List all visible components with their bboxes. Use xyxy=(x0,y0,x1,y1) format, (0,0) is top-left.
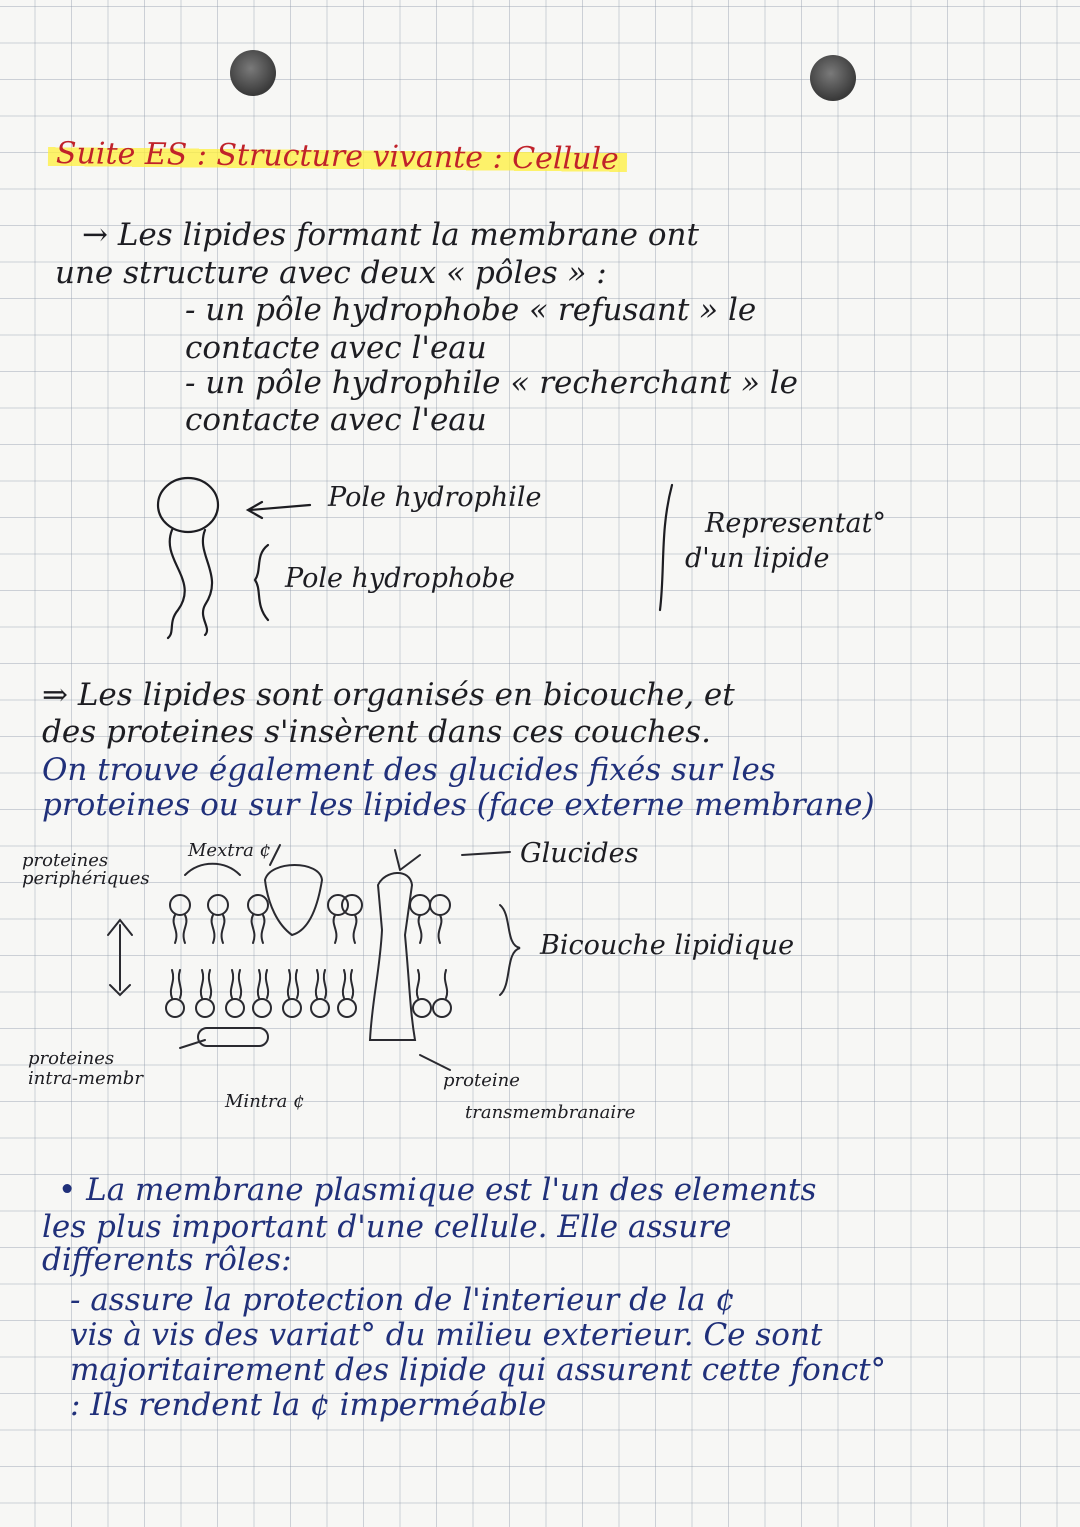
role-line-1: • La membrane plasmique est l'un des elements xyxy=(58,1172,817,1208)
role-line-5: vis à vis des variat° du milieu exterieur. Ce sont xyxy=(70,1317,823,1353)
bullet-hydrophobe-line-1: - un pôle hydrophobe « refusant » le xyxy=(185,292,757,328)
role-line-4: - assure la protection de l'interieur de la ¢ xyxy=(70,1282,736,1318)
page-title: Suite ES : Structure vivante : Cellule xyxy=(48,137,627,177)
role-line-6: majoritairement des lipide qui assurent cette fonct° xyxy=(70,1352,887,1388)
label-peripheral-2: periphériques xyxy=(22,868,150,889)
role-line-2: les plus important d'une cellule. Elle assure xyxy=(42,1209,732,1245)
bullet-hydrophile-line-2: contacte avec l'eau xyxy=(185,402,487,438)
label-bicouche: Bicouche lipidique xyxy=(540,930,795,961)
label-pole-hydrophile: Pole hydrophile xyxy=(328,482,542,513)
bilayer-line-3: On trouve également des glucides fixés sur les xyxy=(42,752,776,788)
bilayer-line-1: ⇒ Les lipides sont organisés en bicouche, et xyxy=(42,677,735,713)
bullet-hydrophile-line-1: - un pôle hydrophile « recherchant » le xyxy=(185,365,799,401)
label-pole-hydrophobe: Pole hydrophobe xyxy=(285,563,515,594)
role-line-3: differents rôles: xyxy=(42,1242,292,1278)
label-mintra: Mintra ¢ xyxy=(225,1091,305,1112)
bullet-hydrophobe-line-2: contacte avec l'eau xyxy=(185,330,487,366)
label-transmembrane-2: transmembranaire xyxy=(465,1102,636,1123)
intro-line-1: → Les lipides formant la membrane ont xyxy=(82,217,699,253)
label-intra-1: proteines xyxy=(28,1048,115,1069)
bilayer-line-4: proteines ou sur les lipides (face externe membrane) xyxy=(42,787,875,823)
label-glucides: Glucides xyxy=(520,838,639,869)
binder-hole-left xyxy=(230,50,276,96)
lipid-caption-line-1: Representat° xyxy=(705,508,886,539)
label-mextra: Mextra ¢ xyxy=(188,840,271,861)
binder-hole-right xyxy=(810,55,856,101)
label-peripheral-1: proteines xyxy=(22,850,109,871)
role-line-7: : Ils rendent la ¢ imperméable xyxy=(70,1387,547,1423)
bilayer-line-2: des proteines s'insèrent dans ces couches. xyxy=(42,714,712,750)
intro-line-2: une structure avec deux « pôles » : xyxy=(55,255,607,291)
label-transmembrane-1: proteine xyxy=(443,1070,520,1091)
lipid-caption-line-2: d'un lipide xyxy=(685,543,830,574)
label-intra-2: intra-membr xyxy=(28,1068,143,1089)
